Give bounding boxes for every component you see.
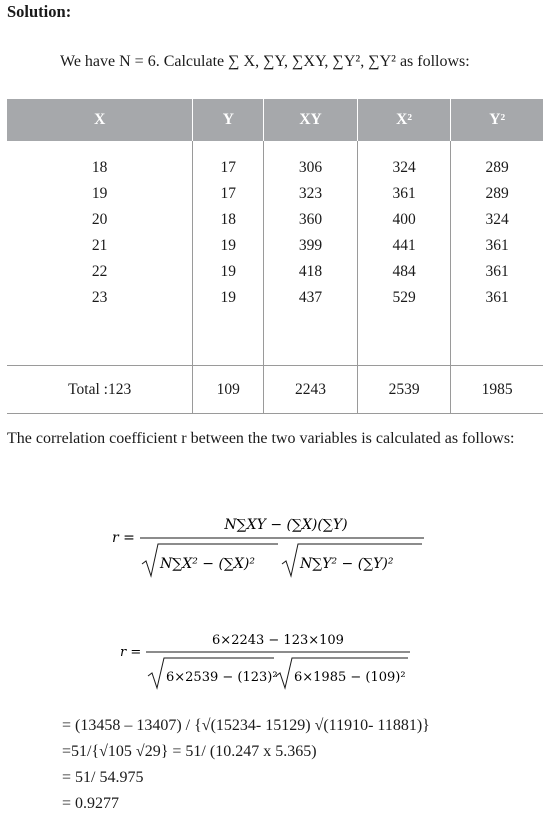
table-cell: 19 [91, 185, 108, 202]
table-cell: 17 [220, 159, 237, 176]
table-cell: 19 [220, 263, 237, 280]
calculation-result: = 0.9277 [62, 795, 120, 812]
table-cell: 361 [485, 263, 509, 280]
correlation-formula [108, 506, 428, 586]
column-y-values [193, 141, 264, 366]
table-cell: 22 [91, 263, 108, 280]
table-cell: 399 [298, 237, 323, 254]
table-body-row [7, 141, 543, 366]
table-cell: 23 [91, 289, 108, 306]
column-xy-values [264, 141, 358, 366]
table-header-row [7, 99, 543, 141]
table-cell: 361 [392, 185, 416, 202]
formula-numerator: N∑XY − (∑X)(∑Y) [224, 517, 348, 533]
table-total-row [7, 366, 543, 414]
table-cell: 306 [298, 159, 323, 176]
formula-lhs: r = [120, 645, 142, 660]
formula-denominator-right: 6×1985 − (109)² [294, 670, 406, 685]
table-cell: 289 [485, 159, 509, 176]
header-x: X [7, 99, 193, 141]
table-cell: 360 [298, 211, 323, 228]
solution-heading: Solution: [7, 2, 72, 21]
table-cell: 18 [220, 211, 237, 228]
header-y-squared: Y² [451, 99, 543, 141]
formula-numerator: 6×2243 − 123×109 [212, 633, 344, 648]
explanation-paragraph: The correlation coefficient r between the two variables is calculated as follows: [7, 430, 515, 447]
table-cell: 19 [220, 289, 237, 306]
total-y: 109 [193, 366, 264, 414]
table-cell: 361 [485, 237, 509, 254]
total-y-squared: 1985 [451, 366, 543, 414]
header-x-squared: X² [357, 99, 451, 141]
total-x-squared: 2539 [357, 366, 451, 414]
calculation-step-1: = (13458 – 13407) / {√(15234- 15129) √(11910- 11881)} [62, 717, 430, 734]
table-cell: 361 [485, 289, 509, 306]
table-cell: 324 [485, 211, 509, 228]
column-x-values [7, 141, 193, 366]
header-y: Y [193, 99, 264, 141]
column-x-squared-values [357, 141, 451, 366]
header-xy: XY [264, 99, 358, 141]
table-cell: 324 [392, 159, 416, 176]
formula-lhs: r = [112, 530, 135, 546]
data-table [7, 99, 543, 414]
formula-denominator-right: N∑Y² − (∑Y)² [300, 556, 394, 572]
intro-text: We have N = 6. Calculate ∑ X, ∑Y, ∑XY, ∑Y², ∑Y² as follows: [60, 53, 470, 70]
table-cell: 400 [392, 211, 416, 228]
column-y-squared-values [451, 141, 543, 366]
calculation-step-2: =51/{√105 √29} = 51/ (10.247 x 5.365) [62, 743, 317, 760]
formula-denominator-left: 6×2539 − (123)² [166, 670, 278, 685]
formula-denominator-left: N∑X² − (∑X)² [160, 556, 255, 572]
total-xy: 2243 [264, 366, 358, 414]
table-cell: 437 [298, 289, 323, 306]
table-cell: 289 [485, 185, 509, 202]
table-cell: 529 [392, 289, 416, 306]
table-cell: 484 [392, 263, 416, 280]
table-cell: 418 [298, 263, 323, 280]
table-cell: 441 [392, 237, 416, 254]
total-x: Total :123 [7, 366, 193, 414]
substituted-formula [118, 624, 418, 696]
table-cell: 20 [91, 211, 108, 228]
table-cell: 17 [220, 185, 237, 202]
table-cell: 323 [298, 185, 323, 202]
calculation-step-3: = 51/ 54.975 [62, 769, 144, 786]
table-cell: 21 [91, 237, 108, 254]
table-cell: 18 [91, 159, 108, 176]
table-cell: 19 [220, 237, 237, 254]
